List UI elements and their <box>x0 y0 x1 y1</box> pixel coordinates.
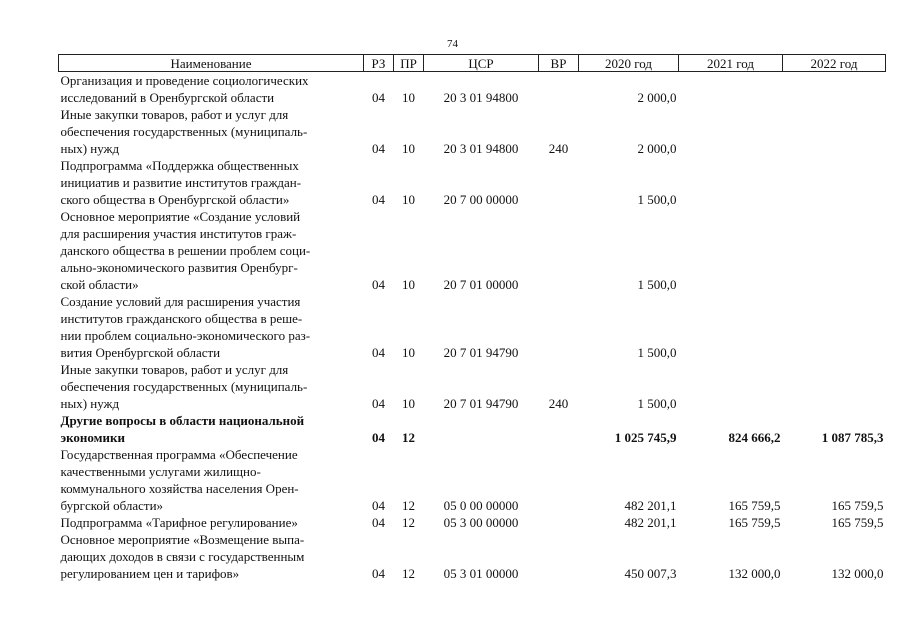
row-vr <box>539 293 579 361</box>
row-pr: 10 <box>402 277 415 292</box>
row-2020: 1 500,0 <box>637 192 677 207</box>
row-csr <box>424 412 539 446</box>
row-name-line: Государственная программа «Обеспечение <box>60 447 298 462</box>
row-2020: 2 000,0 <box>637 141 677 156</box>
row-vr <box>539 157 579 208</box>
row-pr: 12 <box>402 566 415 581</box>
header-vr: ВР <box>539 55 579 72</box>
row-rz: 04 <box>372 396 385 411</box>
table-row <box>59 514 886 531</box>
row-name <box>59 361 364 412</box>
header-pr: ПР <box>394 55 424 72</box>
row-name-line: Другие вопросы в области национальной <box>60 413 305 428</box>
row-2021: 165 759,5 <box>728 515 781 530</box>
table-row <box>59 157 886 208</box>
row-name-line: Основное мероприятие «Возмещение выпа- <box>60 532 305 547</box>
row-vr <box>539 412 579 446</box>
row-pr: 10 <box>402 396 415 411</box>
row-2022: 165 759,5 <box>831 515 884 530</box>
row-name <box>59 293 364 361</box>
row-2020: 482 201,1 <box>624 515 677 530</box>
row-vr: 240 <box>548 396 569 411</box>
row-csr: 20 7 01 00000 <box>443 277 519 292</box>
row-vr <box>539 208 579 293</box>
row-name-line: качественными услугами жилищно- <box>60 464 261 479</box>
row-name-line: обеспечения государственных (муниципаль- <box>60 379 308 394</box>
row-2020: 450 007,3 <box>624 566 677 581</box>
row-2020: 1 025 745,9 <box>614 430 677 445</box>
row-name-line: Иные закупки товаров, работ и услуг для <box>60 107 289 122</box>
row-name-line: исследований в Оренбургской области <box>60 90 275 105</box>
row-name-line: ально-экономического развития Оренбург- <box>60 260 298 275</box>
row-pr: 10 <box>402 192 415 207</box>
row-name-line: для расширения участия институтов граж- <box>60 226 297 241</box>
row-name-line: ской области» <box>60 277 139 292</box>
header-csr: ЦСР <box>424 55 539 72</box>
row-2021 <box>679 72 783 107</box>
row-name-line: бургской области» <box>60 498 164 513</box>
row-name <box>59 157 364 208</box>
row-2021 <box>679 157 783 208</box>
row-2022 <box>783 157 886 208</box>
row-rz: 04 <box>372 430 385 445</box>
row-rz: 04 <box>372 192 385 207</box>
row-name-line: Создание условий для расширения участия <box>60 294 301 309</box>
row-name-line: Иные закупки товаров, работ и услуг для <box>60 362 289 377</box>
table-row <box>59 72 886 107</box>
row-pr: 10 <box>402 90 415 105</box>
row-2020: 482 201,1 <box>624 498 677 513</box>
row-name <box>59 446 364 514</box>
table-row <box>59 106 886 157</box>
row-name-line: Основное мероприятие «Создание условий <box>60 209 301 224</box>
row-csr: 05 0 00 00000 <box>443 498 519 513</box>
row-name-line: регулированием цен и тарифов» <box>60 566 240 581</box>
row-name-line: ных) нужд <box>60 141 120 156</box>
row-rz: 04 <box>372 566 385 581</box>
row-2022 <box>783 361 886 412</box>
row-2022: 1 087 785,3 <box>821 430 884 445</box>
row-2021 <box>679 361 783 412</box>
row-2022 <box>783 106 886 157</box>
row-2020: 2 000,0 <box>637 90 677 105</box>
table-row <box>59 361 886 412</box>
row-name-line: ных) нужд <box>60 396 120 411</box>
row-name-line: данского общества в решении проблем соци- <box>60 243 311 258</box>
row-name <box>59 208 364 293</box>
row-name-line: институтов гражданского общества в реше- <box>60 311 303 326</box>
row-2020: 1 500,0 <box>637 345 677 360</box>
row-csr: 20 3 01 94800 <box>443 141 519 156</box>
row-name-line: дающих доходов в связи с государственным <box>60 549 305 564</box>
header-rz: РЗ <box>364 55 394 72</box>
row-2022: 165 759,5 <box>831 498 884 513</box>
row-rz: 04 <box>372 515 385 530</box>
header-2020: 2020 год <box>579 55 679 72</box>
row-name <box>59 106 364 157</box>
row-csr: 05 3 01 00000 <box>443 566 519 581</box>
header-2021: 2021 год <box>679 55 783 72</box>
row-name-line: нии проблем социально-экономического раз- <box>60 328 311 343</box>
row-name-line: ского общества в Оренбургской области» <box>60 192 290 207</box>
row-2021: 824 666,2 <box>728 430 781 445</box>
row-csr: 20 7 00 00000 <box>443 192 519 207</box>
row-csr: 05 3 00 00000 <box>443 515 519 530</box>
table-row <box>59 446 886 514</box>
row-2020: 1 500,0 <box>637 396 677 411</box>
row-vr <box>539 531 579 582</box>
row-vr <box>539 446 579 514</box>
row-2021 <box>679 106 783 157</box>
budget-table <box>58 54 886 582</box>
row-rz: 04 <box>372 277 385 292</box>
row-rz: 04 <box>372 498 385 513</box>
row-name-line: инициатив и развитие институтов граждан- <box>60 175 302 190</box>
row-vr: 240 <box>548 141 569 156</box>
row-pr: 12 <box>402 515 415 530</box>
row-name <box>59 412 364 446</box>
row-pr: 12 <box>402 430 415 445</box>
row-pr: 10 <box>402 141 415 156</box>
row-name-line: Подпрограмма «Тарифное регулирование» <box>60 515 298 530</box>
row-pr: 10 <box>402 345 415 360</box>
row-2021 <box>679 208 783 293</box>
row-2020: 1 500,0 <box>637 277 677 292</box>
table-row <box>59 293 886 361</box>
row-2022: 132 000,0 <box>831 566 884 581</box>
table-row <box>59 531 886 582</box>
row-vr <box>539 72 579 107</box>
page-number: 74 <box>447 38 458 50</box>
row-rz: 04 <box>372 90 385 105</box>
table-body <box>59 72 886 583</box>
row-pr: 12 <box>402 498 415 513</box>
row-vr <box>539 514 579 531</box>
row-name <box>59 531 364 582</box>
row-csr: 20 3 01 94800 <box>443 90 519 105</box>
row-rz: 04 <box>372 141 385 156</box>
row-name-line: вития Оренбургской области <box>60 345 221 360</box>
row-name <box>59 72 364 107</box>
row-2021: 132 000,0 <box>728 566 781 581</box>
table-row <box>59 412 886 446</box>
row-2022 <box>783 72 886 107</box>
row-2021 <box>679 293 783 361</box>
row-2021: 165 759,5 <box>728 498 781 513</box>
row-name-line: экономики <box>60 430 126 445</box>
row-2022 <box>783 208 886 293</box>
row-name-line: обеспечения государственных (муниципаль- <box>60 124 308 139</box>
row-2022 <box>783 293 886 361</box>
row-name-line: Организация и проведение социологических <box>60 73 309 88</box>
table-row <box>59 208 886 293</box>
header-2022: 2022 год <box>783 55 886 72</box>
row-rz: 04 <box>372 345 385 360</box>
row-name <box>59 514 364 531</box>
table-header-row <box>59 55 886 72</box>
row-csr: 20 7 01 94790 <box>443 345 519 360</box>
row-name-line: коммунального хозяйства населения Орен- <box>60 481 299 496</box>
row-name-line: Подпрограмма «Поддержка общественных <box>60 158 299 173</box>
header-name: Наименование <box>59 55 364 72</box>
row-csr: 20 7 01 94790 <box>443 396 519 411</box>
